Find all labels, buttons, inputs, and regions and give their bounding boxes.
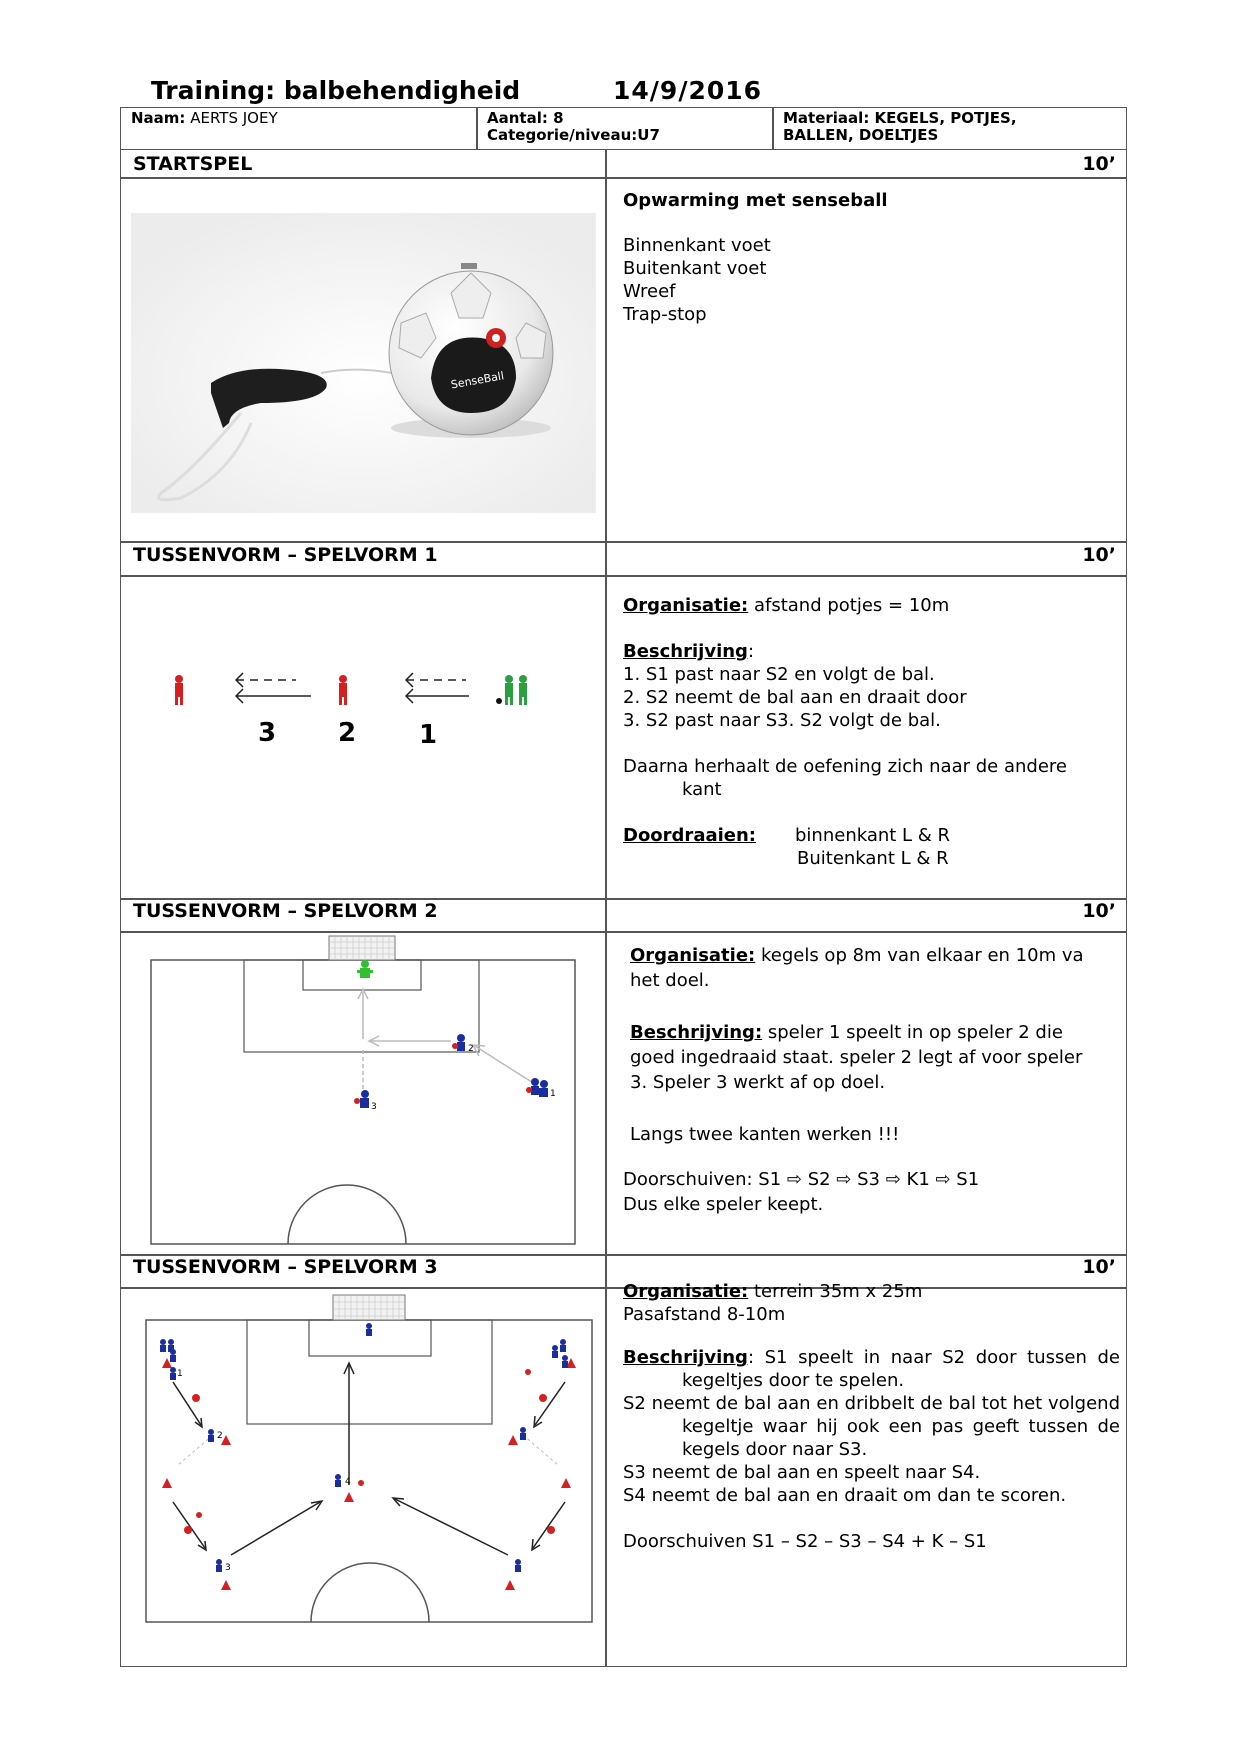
after-line-2: kant [682,779,722,800]
materiaal-line-2: BALLEN, DOELTJES [783,126,939,144]
org-text: afstand potjes = 10m [748,595,950,616]
door-line: Doorschuiven: S1 ⇨ S2 ⇨ S3 ⇨ K1 ⇨ S1 [623,1169,980,1190]
materiaal-cell [773,108,1126,150]
org-text: terrein 35m x 25m [748,1281,923,1302]
diagram-number: 2 [217,1431,223,1441]
step-line: 2. S2 neemt de bal aan en draait door [623,687,967,708]
diagram-number: 3 [371,1102,377,1112]
beschr-label: Beschrijving [623,641,748,662]
training-date: 14/9/2016 [613,76,763,105]
diagram-number: 2 [468,1044,474,1054]
aantal-cell [477,108,772,150]
section-title-startspel: STARTSPEL [133,153,253,175]
org-text: kegels op 8m van elkaar en 10m va het doel. [630,945,1084,991]
beschr-text: speler 1 speelt in op speler 2 die goed ingedraaid staat. speler 2 legt af voor speler 3. Speler 3 werkt af op doel. [630,1022,1083,1093]
spelvorm-1-diagram [151,663,531,758]
org-label: Organisatie: [623,1281,749,1302]
diagram-number: 1 [177,1369,183,1379]
door-label: Doordraaien: [623,825,756,846]
senseball-image [131,213,596,513]
org-label: Organisatie: [630,945,756,966]
diagram-number: 1 [419,720,438,750]
section-title-spelvorm-1: TUSSENVORM – SPELVORM 1 [133,544,438,566]
spelvorm-1-text [623,594,1113,870]
pas-line: Pasafstand 8-10m [623,1304,786,1325]
extra-line: Langs twee kanten werken !!! [630,1124,900,1145]
senseball-logo-text: SenseBall [449,369,505,392]
startspel-heading: Opwarming met senseball [623,190,888,211]
startspel-text [623,189,888,326]
categorie-text: Categorie/niveau:U7 [487,126,660,144]
diagram-number: 3 [225,1563,231,1573]
diagram-number: 4 [345,1477,351,1487]
step-line: 3. S2 past naar S3. S2 volgt de bal. [623,710,941,731]
training-sheet [120,107,1127,1667]
s3-line: S3 neemt de bal aan en speelt naar S4. [623,1462,981,1483]
startspel-line: Buitenkant voet [623,258,767,279]
startspel-line: Trap-stop [623,304,707,325]
goalkeeper-icon [357,960,373,978]
section-duration-3: 10’ [1082,900,1116,922]
spelvorm-2-diagram [133,934,603,1250]
diagram-number: 3 [258,718,277,748]
section-title-spelvorm-2: TUSSENVORM – SPELVORM 2 [133,900,438,922]
door-line-2: Dus elke speler keept. [623,1194,824,1215]
spelvorm-3-diagram [133,1290,603,1630]
beschr-label: Beschrijving: [630,1022,763,1043]
after-line-1: Daarna herhaalt de oefening zich naar de andere [623,756,1067,777]
startspel-line: Wreef [623,281,676,302]
section-duration-4: 10’ [1082,1256,1116,1278]
diagram-number: 2 [338,718,357,748]
aantal-text: Aantal: 8 [487,109,564,127]
naam-label: Naam: [131,109,186,127]
naam-value: AERTS JOEY [190,109,278,127]
diagram-number: 1 [550,1089,556,1099]
page-title: Training: balbehendigheid [151,76,521,105]
startspel-line: Binnenkant voet [623,235,771,256]
section-duration-2: 10’ [1082,544,1116,566]
beschr-text: : S1 speelt in naar S2 door tussen de kegeltjes door te spelen. [682,1347,1120,1391]
org-label: Organisatie: [623,595,749,616]
materiaal-line-1: Materiaal: KEGELS, POTJES, [783,109,1017,127]
door-line-2: Buitenkant L & R [797,848,949,869]
step-line: 1. S1 past naar S2 en volgt de bal. [623,664,935,685]
section-title-spelvorm-3: TUSSENVORM – SPELVORM 3 [133,1256,438,1278]
door-line: Doorschuiven S1 – S2 – S3 – S4 + K – S1 [623,1531,987,1552]
naam-cell [121,108,476,150]
beschr-label: Beschrijving [623,1347,748,1368]
s2-line: S2 neemt de bal aan en dribbelt de bal tot het volgend kegeltje waar hij ook een pas geeft tussen de kegels door naar S3. [623,1393,1120,1460]
door-line-1: binnenkant L & R [795,825,951,846]
spelvorm-2-text [623,943,1098,1217]
section-duration-1: 10’ [1082,153,1116,175]
s4-line: S4 neemt de bal aan en draait om dan te scoren. [623,1485,1067,1506]
beschr-colon: : [747,641,755,662]
spelvorm-3-text [623,1280,1120,1553]
